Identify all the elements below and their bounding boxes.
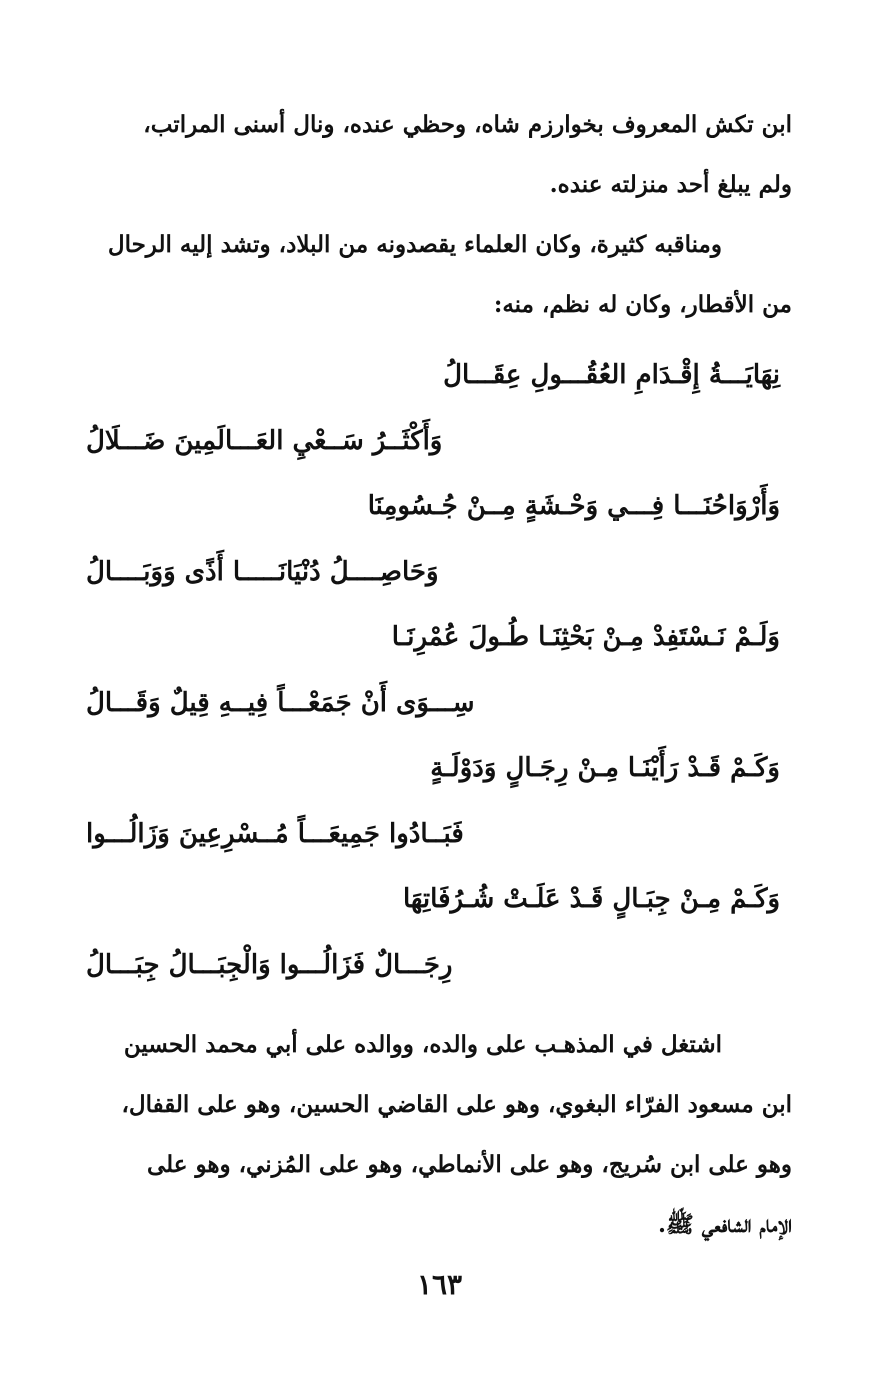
poem-verse-2-first-half: وَأَرْوَاحُنَـــا فِـــي وَحْـشَةٍ مِــنْ جُـسُومِنَا	[367, 491, 780, 521]
poem-verse-5-first-half: وَكَـمْ مِـنْ جِبَـالٍ قَـدْ عَلَـتْ شُـرُفَاتِهَا	[403, 884, 780, 914]
lineage-line-1: اشتغل في المذهـب على والده، ووالده على أبي محمد الحسين	[123, 1031, 722, 1058]
intro-line-1: ابن تكش المعروف بخوارزم شاه، وحظي عنده، ونال أسنى المراتب،	[143, 111, 792, 138]
poem-verse-4-second-half: فَبَــادُوا جَمِيعَـــاً مُــسْرِعِينَ وَزَالُـــوا	[86, 818, 464, 849]
lineage-paragraph	[78, 1015, 792, 1255]
poem	[70, 343, 792, 998]
poem-verse-2-second-half: وَحَاصِــــلُ دُنْيَانَـــــا أَذًى وَوَبَــــالُ	[86, 556, 439, 587]
poem-verse-1-first-half: نِهَايَـــةُ إِقْـدَامِ العُقُـــولِ عِقَـــالُ	[443, 360, 780, 390]
poem-verse-4-first-half: وَكَـمْ قَـدْ رَأَيْنَـا مِـنْ رِجَـالٍ وَدَوْلَـةٍ	[430, 753, 780, 783]
virtues-line-1: ومناقبه كثيرة، وكان العلماء يقصدونه من البلاد، وتشد إليه الرحال	[107, 231, 722, 258]
lineage-line-4: الإمام الشافعي ﷺ.	[658, 1211, 792, 1238]
page-number: ١٦٣	[416, 1268, 463, 1301]
virtues-line-2: من الأقطار، وكان له نظم، منه:	[493, 291, 792, 318]
poem-verse-3-first-half: وَلَـمْ نَـسْتَفِدْ مِـنْ بَحْثِنَـا طُـولَ عُمْرِنَـا	[391, 622, 780, 652]
poem-verse-5-second-half: رِجَـــالٌ فَزَالُـــوا وَالْجِبَـــالُ جِبَـــالُ	[86, 949, 453, 980]
lineage-line-2: ابن مسعود الفرّاء البغوي، وهو على القاضي الحسين، وهو على القفال،	[121, 1091, 792, 1118]
intro-paragraph	[78, 95, 792, 215]
intro-line-2: ولم يبلغ أحد منزلته عنده.	[549, 171, 792, 198]
lineage-line-3: وهو على ابن سُريج، وهو على الأنماطي، وهو على المُزني، وهو على	[146, 1151, 792, 1178]
poem-verse-1-second-half: وَأَكْثَــرُ سَــعْيِ العَـــالَمِينَ ضَـــلَالُ	[86, 425, 443, 456]
virtues-paragraph	[78, 215, 792, 335]
poem-verse-3-second-half: سِـــوَى أَنْ جَمَعْـــاً فِيــهِ قِيلٌ وَقَـــالُ	[86, 687, 475, 718]
